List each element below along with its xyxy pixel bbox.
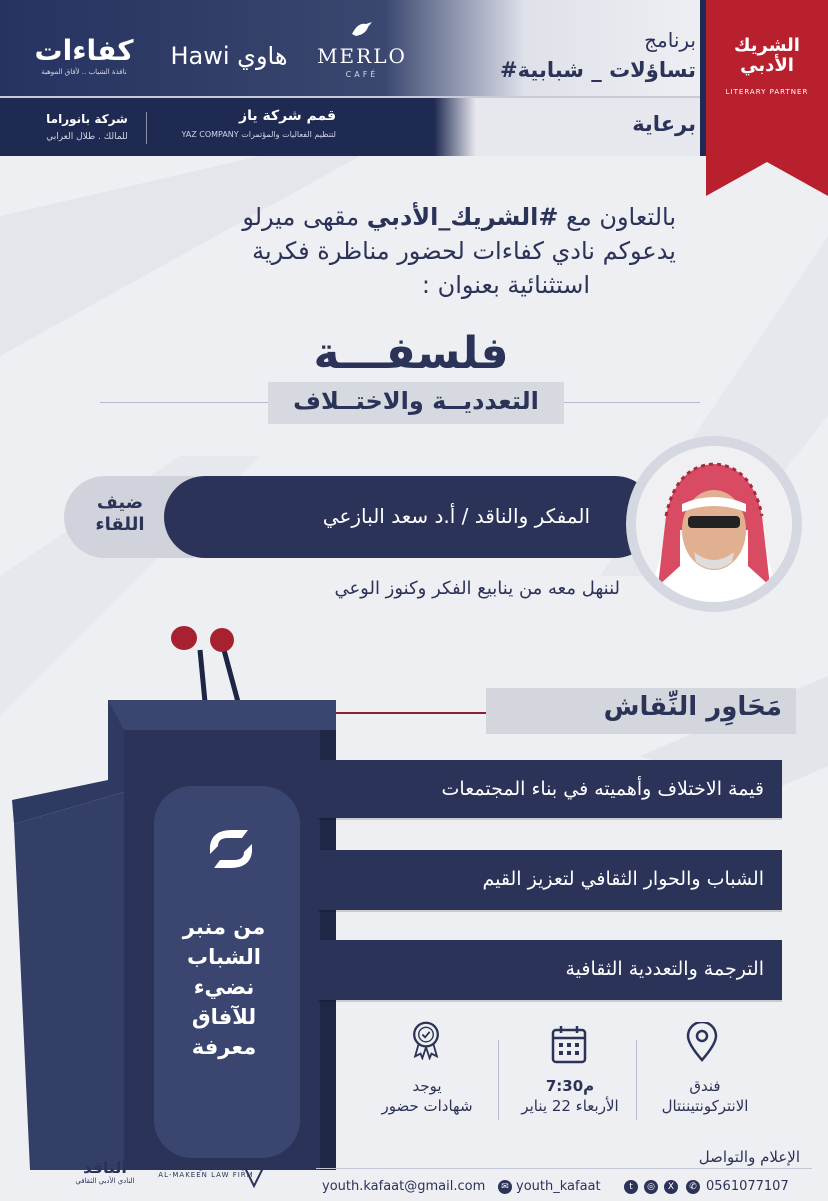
footer-phone[interactable]: 0561077107: [706, 1179, 789, 1194]
kafaat-logo: كفاءات: [34, 34, 134, 67]
podium-slogan: [168, 912, 280, 1062]
footer-email[interactable]: youth.kafaat@gmail.com: [322, 1179, 486, 1194]
club-logo-name: الناقد: [83, 1158, 127, 1177]
instagram-icon[interactable]: ◎: [644, 1180, 658, 1194]
topic-text-1: قيمة الاختلاف وأهميته في بناء المجتمعات: [441, 778, 764, 800]
program-title: #تساؤلات _ شبابية: [500, 58, 696, 82]
podium-illustration: [0, 610, 340, 1170]
axes-label: مَحَاوِر النِّقاش: [603, 692, 782, 722]
datetime-date: الأربعاء 22 يناير: [521, 1097, 619, 1115]
slogan-line: من منبر: [182, 915, 266, 939]
axes-accent-line: [336, 712, 486, 714]
yaz-logo-subtitle: YAZ COMPANY لتنظيم الفعاليات والمؤتمرات: [181, 130, 336, 139]
makeen-emblem-icon: [244, 1160, 264, 1188]
location-line-2: الانتركونتيننتال: [661, 1097, 749, 1115]
footer-handle[interactable]: youth_kafaat: [516, 1179, 601, 1194]
datetime-time: 7:30م: [545, 1077, 595, 1095]
certificates-line-2: شهادات حضور: [381, 1097, 473, 1115]
kafaat-logo-subtitle: نافذة الشباب .. لأفاق الموهبة: [41, 68, 127, 76]
x-icon[interactable]: X: [664, 1180, 678, 1194]
header-divider: [0, 96, 700, 98]
certificates-line-1: يوجد: [412, 1077, 442, 1095]
subtitle-rule-right: [564, 402, 700, 403]
guest-name: المفكر والناقد / أ.د سعد البازعي: [322, 504, 590, 528]
makeen-logo-en: AL-MAKEEN LAW FIRM: [158, 1171, 254, 1179]
intro-hashtag: #الشريك_الأدبي: [366, 203, 559, 231]
intro-part-a: بالتعاون مع: [558, 203, 676, 231]
club-logo: [70, 1158, 140, 1185]
event-subtitle: التعدديــة والاختــلاف: [293, 387, 539, 415]
phone-icon: ✆: [686, 1180, 700, 1194]
slogan-line: نضيء: [193, 975, 255, 999]
intro-part-c: مقهى ميرلو: [242, 203, 367, 231]
tumblr-icon[interactable]: t: [624, 1180, 638, 1194]
slogan-line: معرفة: [191, 1035, 257, 1059]
kafaat-emblem-icon: [202, 826, 260, 872]
datetime-info: [500, 1076, 640, 1116]
email-icon: ✉: [498, 1180, 512, 1194]
event-title: فلسفـــة: [313, 328, 509, 379]
certificate-badge-icon: [408, 1020, 444, 1060]
guest-tag: ضيف اللقاء: [95, 492, 145, 535]
literary-partner-name: الشريك الأدبي: [734, 35, 800, 76]
intro-line-2: يدعوكم نادي كفاءات لحضور مناظرة فكرية: [252, 237, 676, 265]
logo-divider: [146, 112, 147, 144]
literary-partner-badge: [706, 0, 828, 162]
guest-caption: لننهل معه من ينابيع الفكر وكنوز الوعي: [334, 578, 620, 599]
hawi-logo: Hawi هاوي: [170, 42, 288, 70]
intro-line-3: استثنائية بعنوان :: [421, 271, 590, 299]
club-logo-sub: النادي الأدبي الثقافي: [75, 1177, 135, 1185]
invitation-text: [110, 200, 676, 302]
info-divider: [498, 1040, 499, 1120]
panorama-logo-subtitle: للمالك . طلال العرابي: [46, 132, 128, 142]
location-info: [640, 1076, 770, 1116]
slogan-line: للآفاق: [191, 1005, 257, 1029]
certificates-info: [362, 1076, 492, 1116]
calendar-icon: [550, 1024, 588, 1064]
panorama-logo: شركة بانوراما: [46, 112, 128, 126]
program-label: برنامج: [644, 28, 696, 52]
bird-icon: [350, 20, 374, 38]
merlo-logo: MERLO: [317, 44, 407, 68]
merlo-logo-subtitle: CAFÉ: [345, 70, 379, 79]
literary-partner-subtitle: LITERARY PARTNER: [725, 88, 809, 96]
topic-text-3: الترجمة والتعددية الثقافية: [565, 958, 764, 980]
sponsor-label: برعاية: [632, 112, 696, 136]
location-pin-icon: [684, 1022, 720, 1062]
guest-photo: [636, 446, 792, 602]
topic-text-2: الشباب والحوار الثقافي لتعزيز القيم: [482, 868, 764, 890]
subtitle-rule-left: [100, 402, 268, 403]
slogan-line: الشباب: [186, 945, 261, 969]
location-line-1: فندق: [689, 1077, 721, 1095]
footer-label: الإعلام والتواصل: [698, 1148, 800, 1166]
yaz-logo: قمم شركة ياز: [239, 108, 336, 124]
makeen-logo-name: شركة المكين للمحاماة: [154, 1158, 258, 1171]
